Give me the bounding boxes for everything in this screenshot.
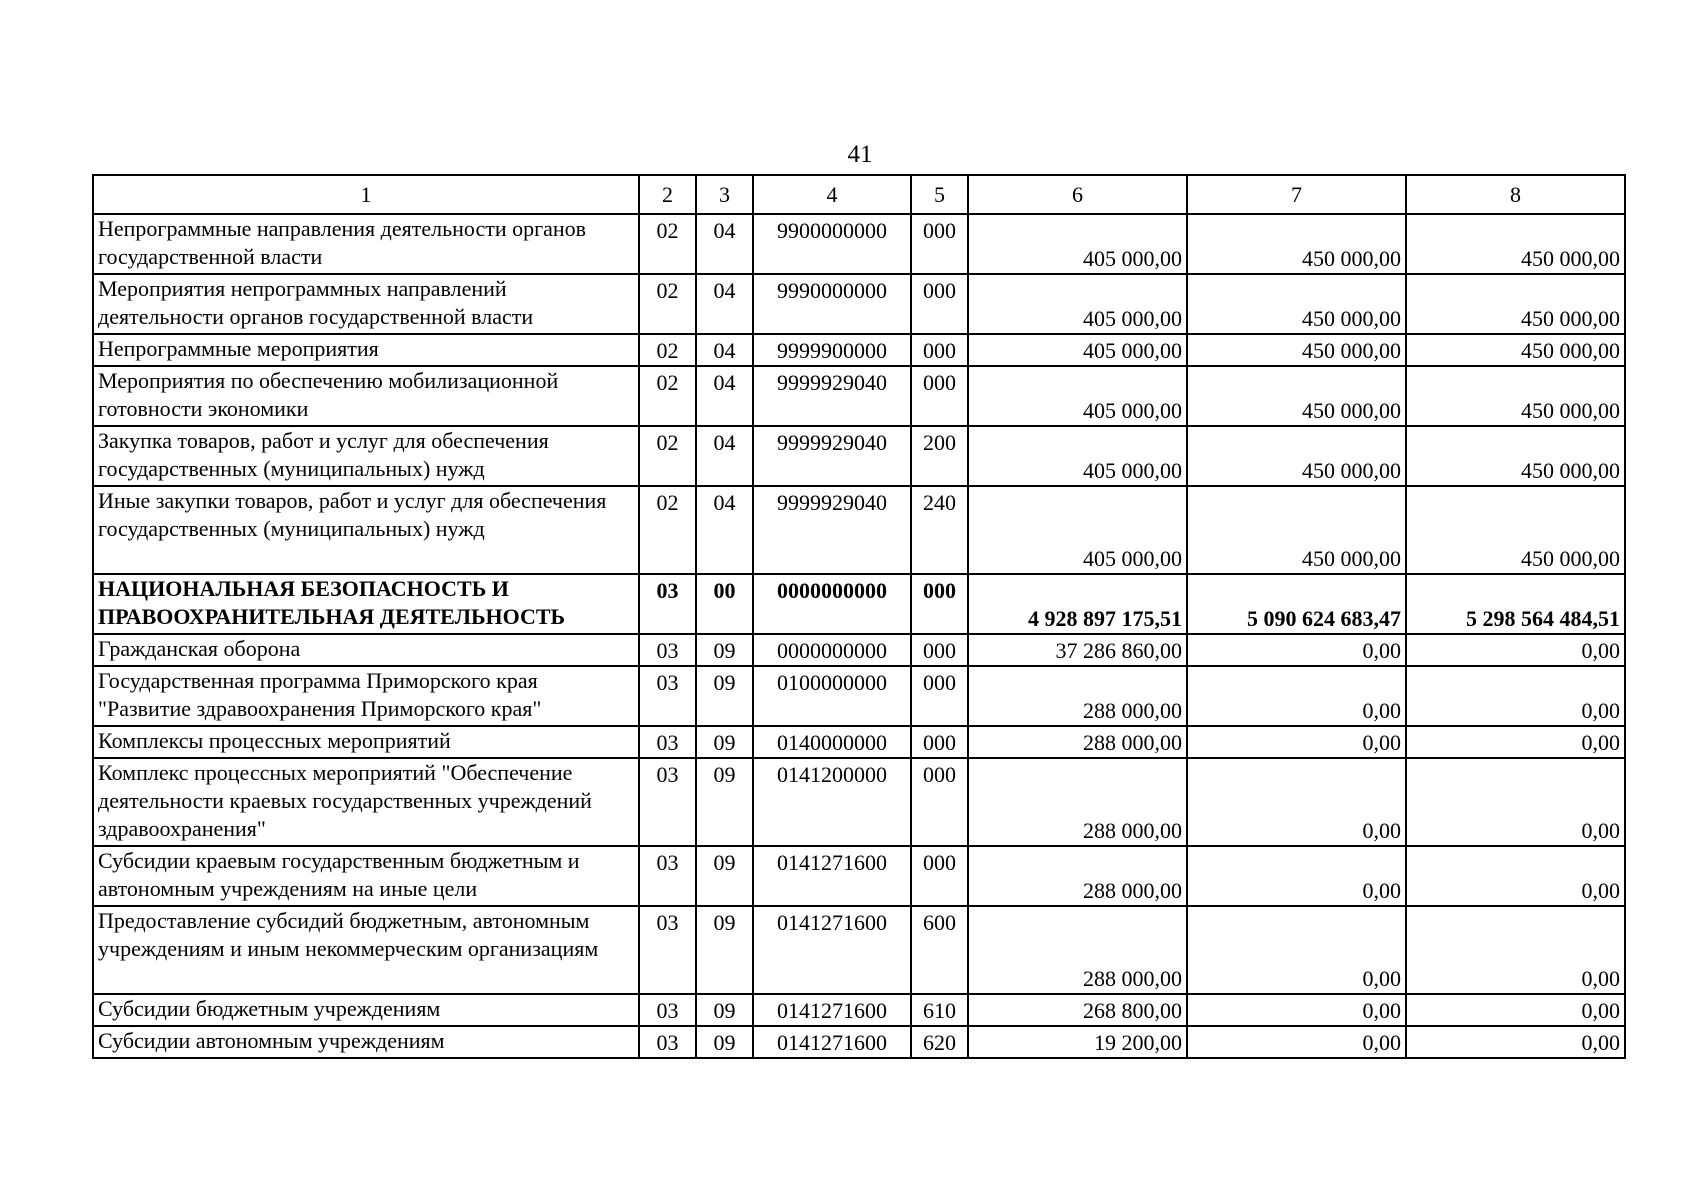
row-subsection: 09 — [696, 906, 753, 994]
row-name: Предоставление субсидий бюджетным, автономным учреждениям и иным некоммерческим организациям — [93, 906, 639, 994]
row-amount-col7: 450 000,00 — [1187, 366, 1406, 426]
row-amount-col7: 0,00 — [1187, 994, 1406, 1026]
row-name: Иные закупки товаров, работ и услуг для обеспечения государственных (муниципальных) нужд — [93, 486, 639, 574]
row-target-article: 0141271600 — [753, 906, 911, 994]
table-row — [93, 906, 1625, 994]
row-section: 02 — [639, 214, 696, 274]
row-section: 02 — [639, 486, 696, 574]
row-amount-col6: 288 000,00 — [968, 906, 1187, 994]
row-subsection: 00 — [696, 574, 753, 634]
row-name: Мероприятия непрограммных направлений деятельности органов государственной власти — [93, 274, 639, 334]
row-amount-col6: 405 000,00 — [968, 334, 1187, 366]
row-section: 02 — [639, 366, 696, 426]
budget-table — [92, 174, 1626, 1059]
row-amount-col8: 0,00 — [1406, 634, 1625, 666]
row-expense-type: 000 — [911, 726, 968, 758]
row-amount-col7: 450 000,00 — [1187, 274, 1406, 334]
row-section: 03 — [639, 634, 696, 666]
row-amount-col7: 0,00 — [1187, 906, 1406, 994]
row-name: Мероприятия по обеспечению мобилизационной готовности экономики — [93, 366, 639, 426]
row-subsection: 09 — [696, 994, 753, 1026]
table-row — [93, 758, 1625, 846]
row-amount-col7: 0,00 — [1187, 726, 1406, 758]
row-target-article: 9999929040 — [753, 366, 911, 426]
row-subsection: 04 — [696, 426, 753, 486]
row-amount-col8: 0,00 — [1406, 726, 1625, 758]
row-expense-type: 000 — [911, 214, 968, 274]
row-amount-col6: 405 000,00 — [968, 214, 1187, 274]
row-amount-col8: 0,00 — [1406, 994, 1625, 1026]
row-amount-col8: 0,00 — [1406, 906, 1625, 994]
header-cell: 1 — [93, 175, 639, 214]
row-amount-col7: 450 000,00 — [1187, 426, 1406, 486]
row-amount-col8: 450 000,00 — [1406, 274, 1625, 334]
row-amount-col8: 450 000,00 — [1406, 426, 1625, 486]
table-row — [93, 334, 1625, 366]
row-section: 02 — [639, 334, 696, 366]
row-amount-col7: 450 000,00 — [1187, 334, 1406, 366]
row-subsection: 09 — [696, 758, 753, 846]
header-row — [93, 175, 1625, 214]
row-amount-col7: 0,00 — [1187, 666, 1406, 726]
row-name: Закупка товаров, работ и услуг для обеспечения государственных (муниципальных) нужд — [93, 426, 639, 486]
row-subsection: 09 — [696, 666, 753, 726]
table-row — [93, 214, 1625, 274]
header-cell: 6 — [968, 175, 1187, 214]
row-expense-type: 000 — [911, 666, 968, 726]
page-number: 41 — [847, 141, 873, 168]
row-amount-col6: 405 000,00 — [968, 274, 1187, 334]
row-target-article: 9999929040 — [753, 486, 911, 574]
row-target-article: 0140000000 — [753, 726, 911, 758]
row-section: 03 — [639, 1026, 696, 1058]
row-target-article: 0141271600 — [753, 1026, 911, 1058]
row-name: Непрограммные мероприятия — [93, 334, 639, 366]
table-row — [93, 1026, 1625, 1058]
row-name: Субсидии краевым государственным бюджетным и автономным учреждениям на иные цели — [93, 846, 639, 906]
row-name: Субсидии бюджетным учреждениям — [93, 994, 639, 1026]
row-amount-col6: 37 286 860,00 — [968, 634, 1187, 666]
table-row — [93, 666, 1625, 726]
row-name: Субсидии автономным учреждениям — [93, 1026, 639, 1058]
row-expense-type: 600 — [911, 906, 968, 994]
row-expense-type: 000 — [911, 758, 968, 846]
row-expense-type: 000 — [911, 366, 968, 426]
row-amount-col6: 405 000,00 — [968, 426, 1187, 486]
header-cell: 5 — [911, 175, 968, 214]
header-cell: 8 — [1406, 175, 1625, 214]
table-row-section-total — [93, 574, 1625, 634]
row-expense-type: 000 — [911, 334, 968, 366]
row-amount-col8: 450 000,00 — [1406, 486, 1625, 574]
row-expense-type: 000 — [911, 574, 968, 634]
row-amount-col8: 450 000,00 — [1406, 334, 1625, 366]
row-amount-col7: 450 000,00 — [1187, 214, 1406, 274]
row-amount-col8: 450 000,00 — [1406, 366, 1625, 426]
row-amount-col8: 0,00 — [1406, 758, 1625, 846]
table-row — [93, 634, 1625, 666]
row-section: 02 — [639, 274, 696, 334]
row-subsection: 09 — [696, 846, 753, 906]
row-section: 03 — [639, 906, 696, 994]
row-subsection: 09 — [696, 634, 753, 666]
row-expense-type: 240 — [911, 486, 968, 574]
row-target-article: 0141271600 — [753, 994, 911, 1026]
row-subsection: 04 — [696, 486, 753, 574]
row-amount-col6: 4 928 897 175,51 — [968, 574, 1187, 634]
row-amount-col6: 19 200,00 — [968, 1026, 1187, 1058]
row-amount-col8: 0,00 — [1406, 666, 1625, 726]
row-name: Комплекс процессных мероприятий "Обеспечение деятельности краевых государственных учреждений здравоохранения" — [93, 758, 639, 846]
row-expense-type: 000 — [911, 274, 968, 334]
table-row — [93, 426, 1625, 486]
row-target-article: 9999929040 — [753, 426, 911, 486]
header-cell: 7 — [1187, 175, 1406, 214]
table-row — [93, 994, 1625, 1026]
row-amount-col8: 450 000,00 — [1406, 214, 1625, 274]
header-cell: 4 — [753, 175, 911, 214]
row-expense-type: 200 — [911, 426, 968, 486]
row-subsection: 09 — [696, 726, 753, 758]
row-target-article: 0000000000 — [753, 634, 911, 666]
row-section: 03 — [639, 846, 696, 906]
row-expense-type: 620 — [911, 1026, 968, 1058]
row-section: 03 — [639, 994, 696, 1026]
header-cell: 2 — [639, 175, 696, 214]
row-target-article: 9999900000 — [753, 334, 911, 366]
table-row — [93, 486, 1625, 574]
row-amount-col6: 288 000,00 — [968, 846, 1187, 906]
row-amount-col7: 0,00 — [1187, 846, 1406, 906]
row-section: 03 — [639, 666, 696, 726]
table-row — [93, 366, 1625, 426]
row-name: Государственная программа Приморского края "Развитие здравоохранения Приморского края" — [93, 666, 639, 726]
row-section: 03 — [639, 726, 696, 758]
row-amount-col6: 268 800,00 — [968, 994, 1187, 1026]
row-name: Комплексы процессных мероприятий — [93, 726, 639, 758]
row-target-article: 9990000000 — [753, 274, 911, 334]
row-amount-col8: 0,00 — [1406, 846, 1625, 906]
row-amount-col6: 405 000,00 — [968, 486, 1187, 574]
row-subsection: 04 — [696, 366, 753, 426]
row-expense-type: 610 — [911, 994, 968, 1026]
row-subsection: 04 — [696, 274, 753, 334]
row-amount-col6: 288 000,00 — [968, 758, 1187, 846]
row-target-article: 0000000000 — [753, 574, 911, 634]
row-target-article: 0141271600 — [753, 846, 911, 906]
row-amount-col7: 450 000,00 — [1187, 486, 1406, 574]
table-row — [93, 274, 1625, 334]
header-cell: 3 — [696, 175, 753, 214]
table-row — [93, 726, 1625, 758]
row-name: НАЦИОНАЛЬНАЯ БЕЗОПАСНОСТЬ И ПРАВООХРАНИТЕЛЬНАЯ ДЕЯТЕЛЬНОСТЬ — [93, 574, 639, 634]
row-subsection: 04 — [696, 334, 753, 366]
row-expense-type: 000 — [911, 634, 968, 666]
table-row — [93, 846, 1625, 906]
row-name: Гражданская оборона — [93, 634, 639, 666]
row-amount-col6: 288 000,00 — [968, 666, 1187, 726]
row-target-article: 9900000000 — [753, 214, 911, 274]
row-amount-col8: 0,00 — [1406, 1026, 1625, 1058]
row-amount-col7: 0,00 — [1187, 1026, 1406, 1058]
row-target-article: 0141200000 — [753, 758, 911, 846]
row-section: 02 — [639, 426, 696, 486]
row-section: 03 — [639, 574, 696, 634]
row-subsection: 04 — [696, 214, 753, 274]
row-amount-col8: 5 298 564 484,51 — [1406, 574, 1625, 634]
row-amount-col7: 5 090 624 683,47 — [1187, 574, 1406, 634]
row-subsection: 09 — [696, 1026, 753, 1058]
row-amount-col7: 0,00 — [1187, 634, 1406, 666]
row-amount-col6: 288 000,00 — [968, 726, 1187, 758]
row-expense-type: 000 — [911, 846, 968, 906]
row-amount-col7: 0,00 — [1187, 758, 1406, 846]
row-section: 03 — [639, 758, 696, 846]
row-target-article: 0100000000 — [753, 666, 911, 726]
row-amount-col6: 405 000,00 — [968, 366, 1187, 426]
row-name: Непрограммные направления деятельности органов государственной власти — [93, 214, 639, 274]
